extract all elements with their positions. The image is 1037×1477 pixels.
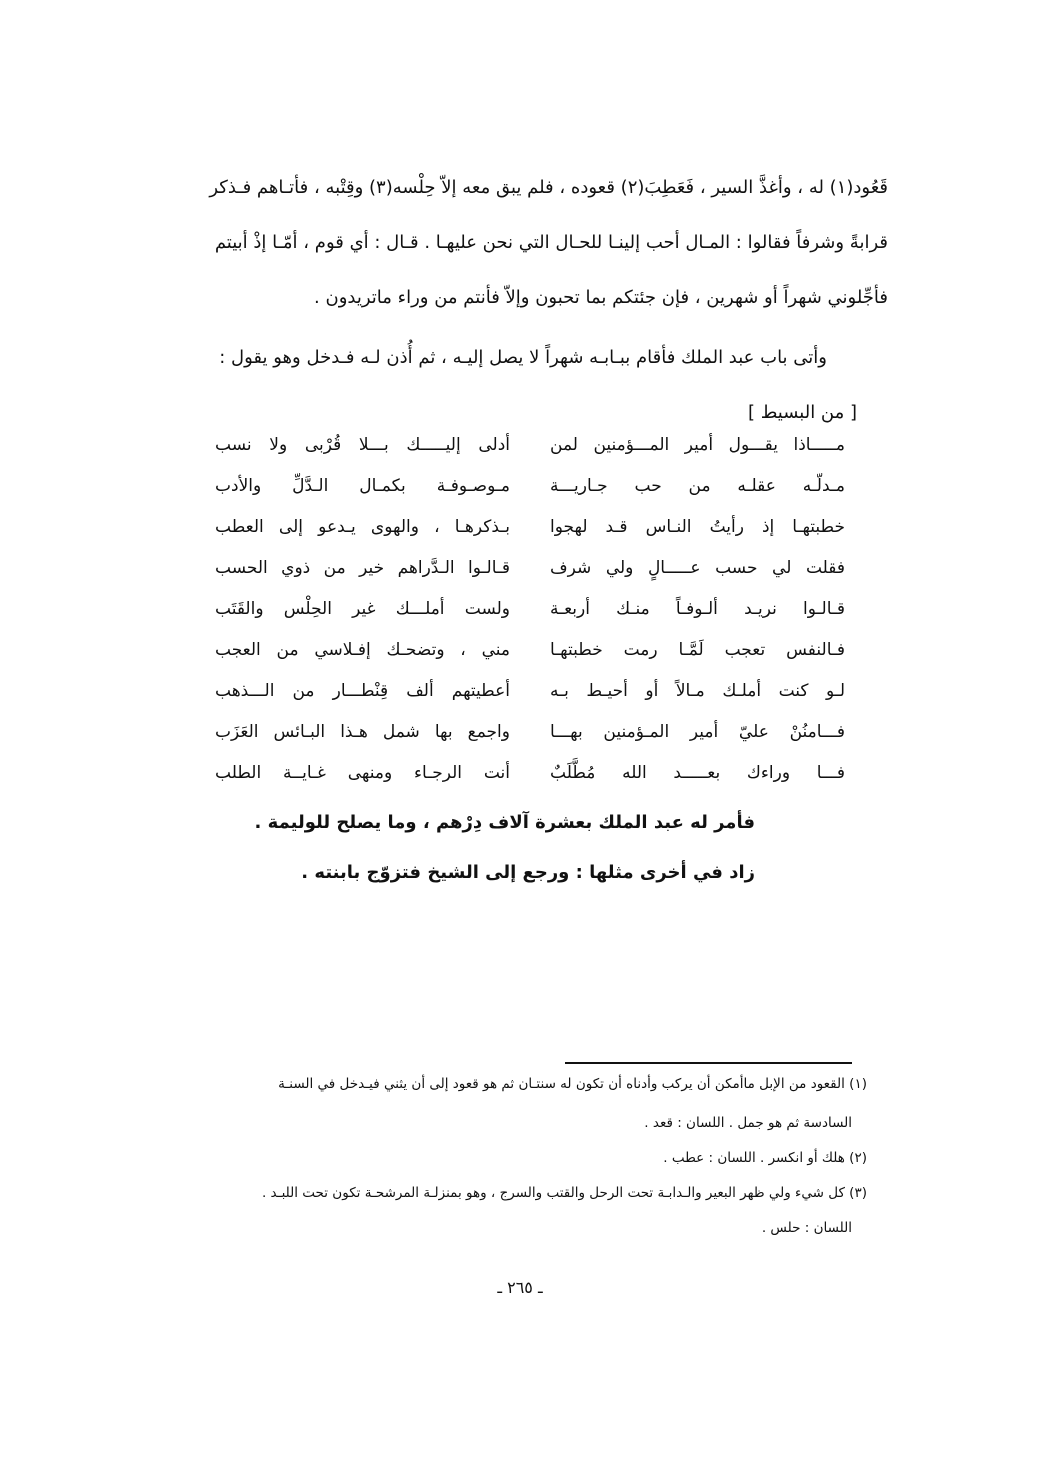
- text-line: قرابةً وشرفاً فقالوا : المـال أحب إلينـا للحـال التي نحن عليهـا . قـال : أي قوم ، أمّـا إذْ أبيتم: [214, 232, 888, 253]
- first-hemistich: مـــــاذا يقـــول أمير المـــؤمنين لمن: [550, 435, 845, 455]
- poem-verse: [215, 466, 845, 507]
- second-hemistich: واجمع بها شمل هـذا البـائس العَزَب: [215, 722, 510, 742]
- first-hemistich: فـالنفس تعجب لَمَّـا رمت خطبتهـا: [550, 640, 845, 660]
- page-number: ـ ٢٦٥ ـ: [497, 1278, 543, 1297]
- second-hemistich: مـوصـوفـة بكمـال الـدَّلِّ والأدب: [215, 476, 510, 496]
- first-hemistich: مـدلّـه عقلـه من حب جـاريـــة: [550, 476, 845, 496]
- second-hemistich: أعطيتهم ألف قِنْطـــار من الـــذهب: [215, 681, 510, 701]
- first-hemistich: فـــامنُنْ عليّ أمير المـؤمنين بهـــا: [550, 722, 845, 742]
- second-hemistich: بـذكرهـا ، والهوى يـدعو إلى العطب: [215, 517, 510, 537]
- poem-verse: [215, 630, 845, 671]
- first-hemistich: فقلت لي حسب عـــــالٍ ولي شرف: [550, 558, 845, 578]
- first-hemistich: لـو كنت أملـك مـالاً أو أحيـط بـه: [550, 681, 845, 701]
- text-line: وأتى باب عبد الملك فأقام ببـابـه شهراً لا يصل إليـه ، ثم أُذن لـه فـدخل وهو يقول :: [219, 347, 827, 368]
- second-hemistich: مني ، وتضحـك إفـلاسي من العجب: [215, 640, 510, 660]
- second-hemistich: قـالـوا الـدَّراهم خير من ذوي الحسب: [215, 558, 510, 578]
- poem-verse: [215, 671, 845, 712]
- footnote-3: (٣) كل شيء ولي ظهر البعير والـدابـة تحت الرحل والقتب والسرج ، وهو بمنزلـة المرشحـة تكون تحت اللبـد .: [261, 1185, 867, 1201]
- poem: [215, 425, 845, 794]
- text-line: قَعُود(١) له ، وأغذَّ السير ، فَعَطِبَ(٢) قعوده ، فلم يبق معه إلاّ حِلْسه(٣) وقِتْبه ، فأتـاهم فـذكر: [209, 177, 888, 198]
- meter-label: [ من البسيط ]: [747, 402, 857, 423]
- first-hemistich: فـــا وراءك بعـــــد الله مُطَّلَبٌ: [550, 763, 845, 783]
- footnote-3-continued: اللسان : حلس .: [761, 1220, 852, 1236]
- second-hemistich: ولست أملـــك غير الحِلْس والقَتَب: [215, 599, 510, 619]
- poem-verse: [215, 548, 845, 589]
- first-hemistich: قـالـوا نريـد ألـوفـاً منـك أربعـة: [550, 599, 845, 619]
- closing-line: زاد في أخرى مثلها : ورجع إلى الشيخ فتزوّج بابنته .: [301, 862, 755, 883]
- paragraph-2: [219, 330, 857, 440]
- poem-verse: [215, 425, 845, 466]
- paragraph-1: [183, 160, 888, 325]
- poem-verse: [215, 753, 845, 794]
- first-hemistich: خطبتهـا إذ رأيتُ النـاس قـد لهجوا: [550, 517, 845, 537]
- closing-line: فأمر له عبد الملك بعشرة آلاف دِرْهم ، وما يصلح للوليمة .: [254, 812, 755, 833]
- text-line: فأجِّلوني شهراً أو شهرين ، فإن جئتكم بما تحبون وإلاّ فأنتم من وراء ماتريدون .: [314, 287, 888, 308]
- second-hemistich: أدلى إليـــــك بـــلا قُرْبى ولا نسب: [215, 435, 510, 455]
- poem-verse: [215, 712, 845, 753]
- footnote-1-continued: السادسة ثم هو جمل . اللسان : قعد .: [644, 1115, 852, 1131]
- footnote-divider: [565, 1062, 852, 1064]
- footnote-2: (٢) هلك أو انكسر . اللسان : عطب .: [663, 1150, 867, 1166]
- poem-verse: [215, 507, 845, 548]
- poem-verse: [215, 589, 845, 630]
- second-hemistich: أنت الرجـاء ومنهى غـايــة الطلب: [215, 763, 510, 783]
- footnote-1: (١) القعود من الإبل ماأمكن أن يركب وأدناه أن تكون له سنتـان ثم هو قعود إلى أن يثني فيـدخل في السنـة: [278, 1076, 867, 1092]
